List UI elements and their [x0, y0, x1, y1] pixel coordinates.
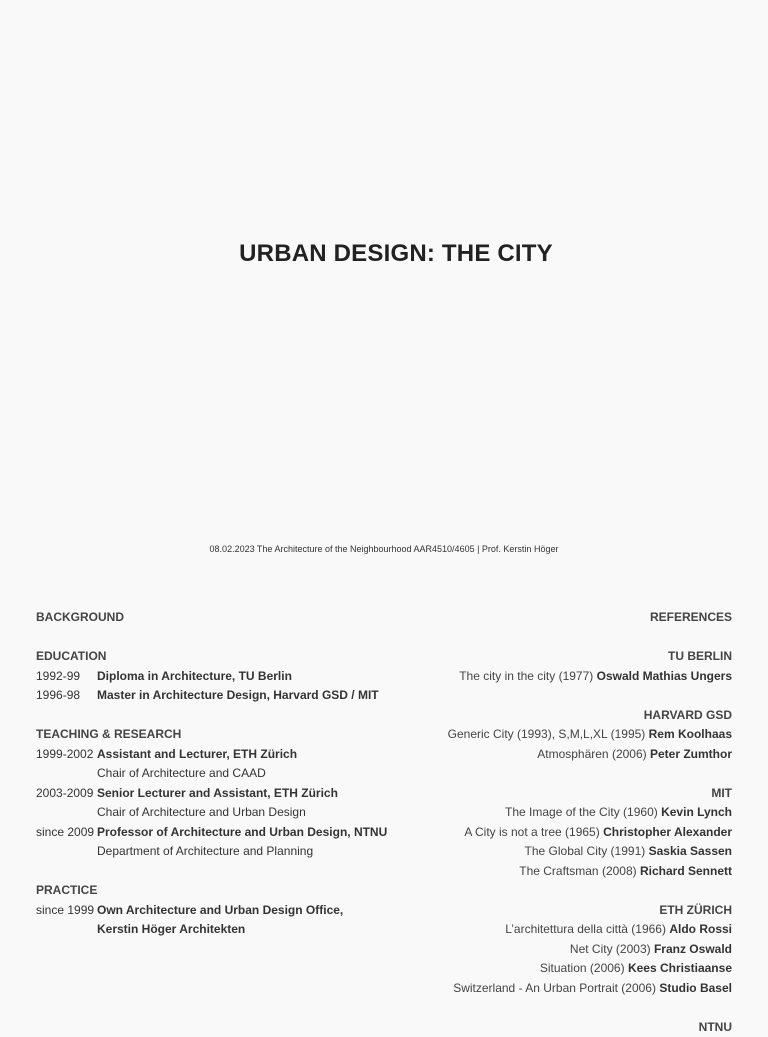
reference-item: [352, 725, 732, 745]
reference-work: The Image of the City (1960): [505, 805, 658, 819]
teaching-text: Assistant and Lecturer, ETH Zürich: [97, 745, 297, 765]
reference-item: [352, 823, 732, 843]
reference-work: Switzerland - An Urban Portrait (2006): [453, 981, 656, 995]
reference-work: The city in the city (1977): [459, 669, 593, 683]
education-text: Master in Architecture Design, Harvard GSD / MIT: [97, 686, 379, 706]
reference-work: Generic City (1993), S,M,L,XL (1995): [448, 727, 646, 741]
reference-author: Richard Sennett: [640, 864, 732, 878]
references-heading: REFERENCES: [352, 608, 732, 628]
course-meta-line: 08.02.2023 The Architecture of the Neighbourhood AAR4510/4605 | Prof. Kerstin Höger: [0, 544, 768, 554]
reference-work: A City is not a tree (1965): [464, 825, 599, 839]
teaching-year: 2003-2009: [36, 784, 97, 804]
reference-item: [352, 745, 732, 765]
teaching-heading: TEACHING & RESEARCH: [36, 725, 416, 745]
education-year: 1996-98: [36, 686, 97, 706]
references-column: [352, 608, 732, 1037]
reference-work: Atmosphären (2006): [537, 747, 646, 761]
reference-work: The Global City (1991): [525, 844, 646, 858]
reference-author: Saskia Sassen: [649, 844, 732, 858]
teaching-subtext: Department of Architecture and Planning: [97, 842, 313, 862]
reference-item: [352, 667, 732, 687]
reference-item: [352, 959, 732, 979]
reference-work: Situation (2006): [540, 961, 625, 975]
reference-group-eth-zurich: ETH ZÜRICH: [352, 901, 732, 921]
reference-author: Kees Christiaanse: [628, 961, 732, 975]
teaching-text: Senior Lecturer and Assistant, ETH Zürich: [97, 784, 338, 804]
reference-group-ntnu: NTNU: [352, 1018, 732, 1037]
reference-group-mit: MIT: [352, 784, 732, 804]
education-text: Diploma in Architecture, TU Berlin: [97, 667, 292, 687]
reference-author: Aldo Rossi: [669, 922, 732, 936]
practice-text: Own Architecture and Urban Design Office,: [97, 901, 343, 921]
reference-group-harvard-gsd: HARVARD GSD: [352, 706, 732, 726]
reference-author: Studio Basel: [659, 981, 732, 995]
teaching-year: 1999-2002: [36, 745, 97, 765]
practice-year: since 1999: [36, 901, 97, 921]
reference-item: [352, 920, 732, 940]
reference-author: Rem Koolhaas: [649, 727, 732, 741]
practice-heading: PRACTICE: [36, 881, 416, 901]
page-title: URBAN DESIGN: THE CITY: [0, 240, 768, 268]
reference-work: L’architettura della città (1966): [505, 922, 666, 936]
reference-group-tu-berlin: TU BERLIN: [352, 647, 732, 667]
reference-work: Net City (2003): [570, 942, 651, 956]
reference-item: [352, 862, 732, 882]
reference-item: [352, 940, 732, 960]
teaching-year: since 2009: [36, 823, 97, 843]
reference-author: Christopher Alexander: [603, 825, 732, 839]
teaching-subtext: Chair of Architecture and Urban Design: [97, 803, 306, 823]
reference-item: [352, 979, 732, 999]
education-heading: EDUCATION: [36, 647, 416, 667]
teaching-text: Professor of Architecture and Urban Design, NTNU: [97, 823, 387, 843]
reference-author: Peter Zumthor: [650, 747, 732, 761]
education-year: 1992-99: [36, 667, 97, 687]
teaching-subtext: Chair of Architecture and CAAD: [97, 764, 266, 784]
background-heading: BACKGROUND: [36, 608, 416, 628]
reference-author: Kevin Lynch: [661, 805, 732, 819]
reference-author: Oswald Mathias Ungers: [597, 669, 732, 683]
reference-item: [352, 842, 732, 862]
reference-work: The Craftsman (2008): [519, 864, 636, 878]
practice-subtext: Kerstin Höger Architekten: [97, 920, 245, 940]
reference-author: Franz Oswald: [654, 942, 732, 956]
reference-item: [352, 803, 732, 823]
